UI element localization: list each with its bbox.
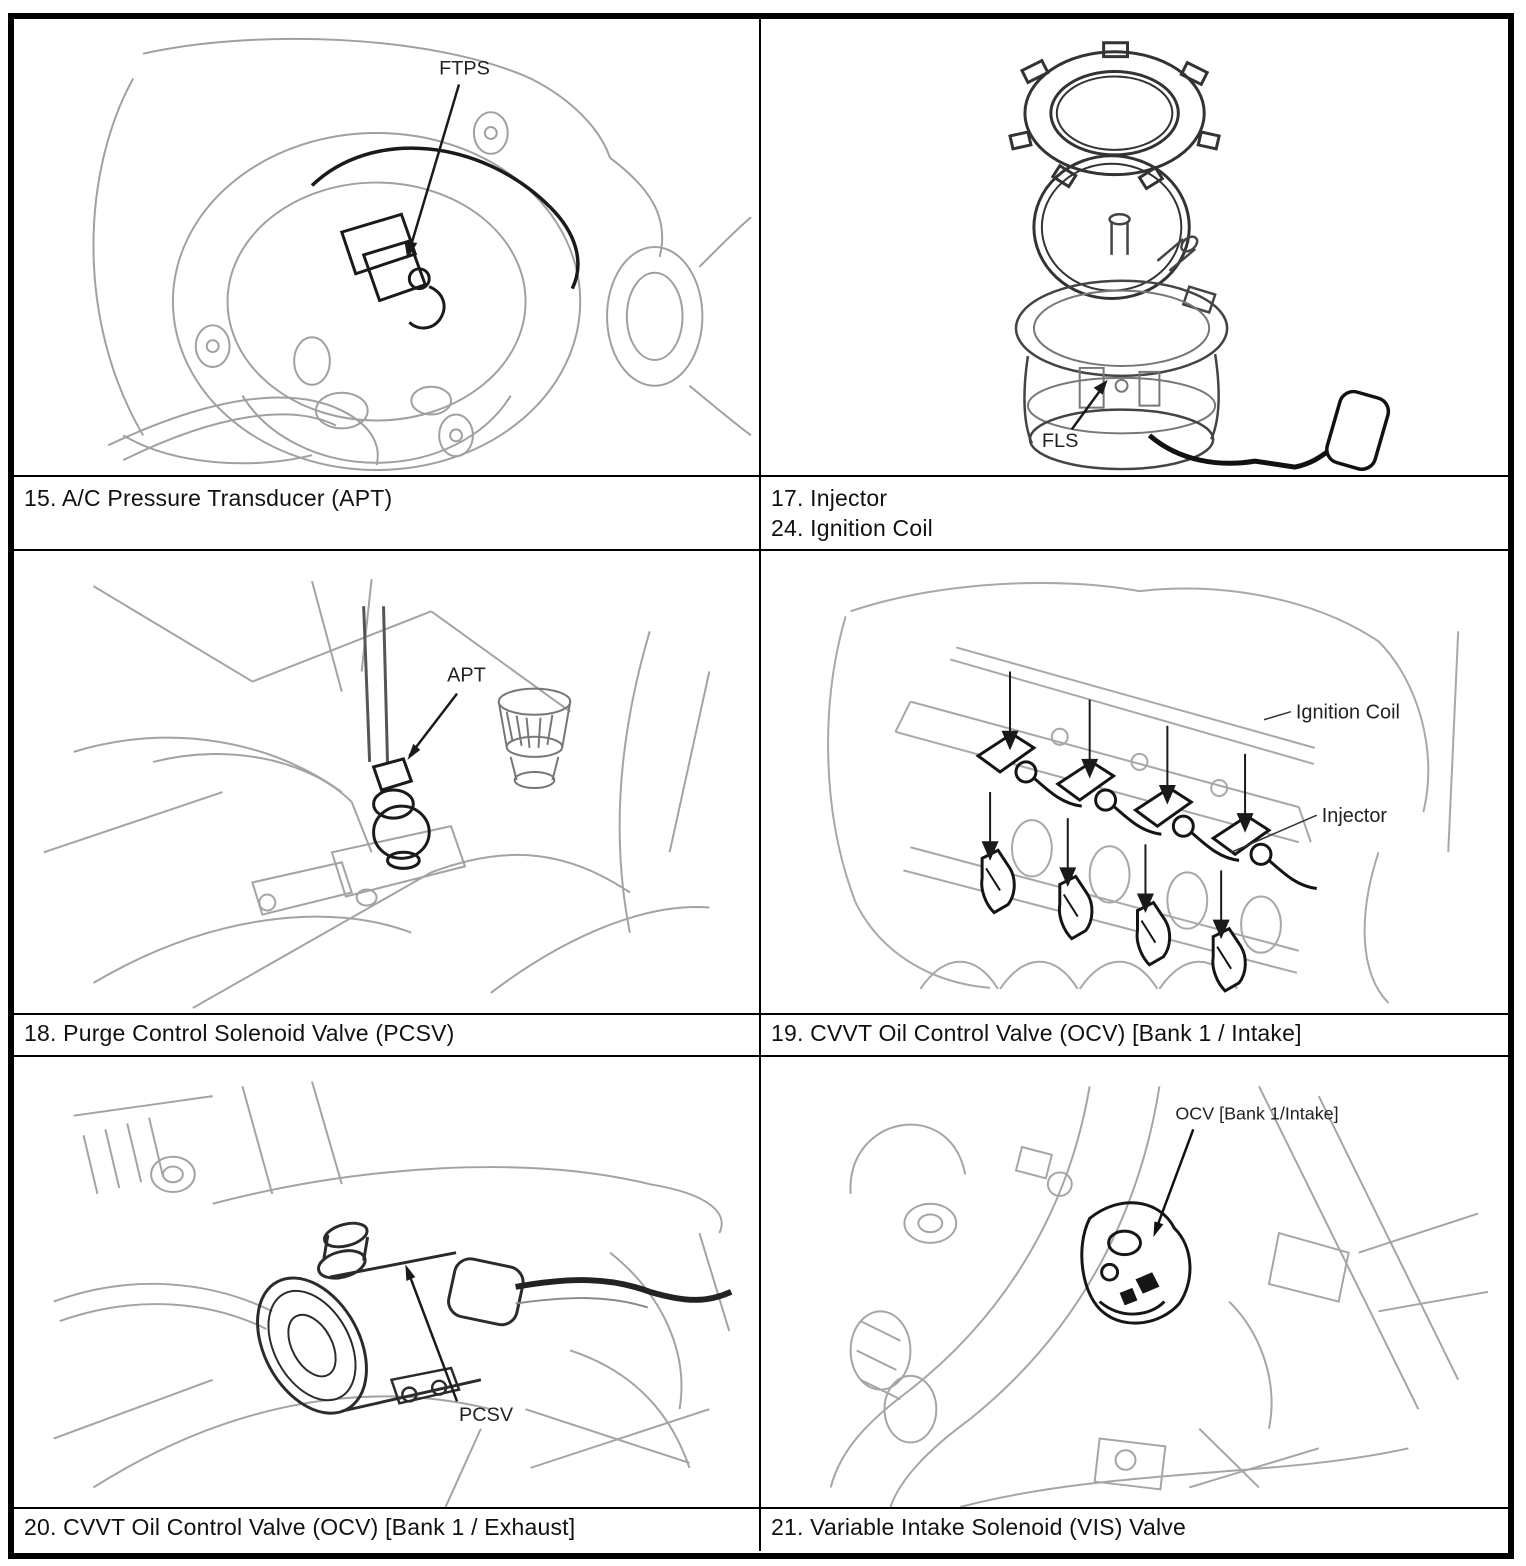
fuel-tank-pressure-sensor-figure bbox=[14, 19, 759, 475]
caption-cell-19 bbox=[761, 1015, 1508, 1057]
caption-19: 19. CVVT Oil Control Valve (OCV) [Bank 1 / Intake] bbox=[771, 1020, 1302, 1046]
caption-20: 20. CVVT Oil Control Valve (OCV) [Bank 1 / Exhaust] bbox=[24, 1514, 576, 1540]
ocv-callout-label: OCV [Bank 1/Intake] bbox=[1175, 1103, 1339, 1124]
caption-21: 21. Variable Intake Solenoid (VIS) Valve bbox=[771, 1514, 1186, 1540]
fls-callout bbox=[1042, 380, 1108, 452]
apt-rod-lines bbox=[364, 606, 388, 762]
apt-sensor-drawing bbox=[374, 759, 430, 868]
engine-top-figure bbox=[761, 551, 1508, 1013]
component-location-table bbox=[8, 13, 1514, 1559]
caption-18: 18. Purge Control Solenoid Valve (PCSV) bbox=[24, 1020, 455, 1046]
figure-cell-engine bbox=[761, 551, 1508, 1015]
apt-callout-label: APT bbox=[447, 664, 486, 687]
ftps-sensor-drawing bbox=[312, 148, 578, 328]
caption-cell-17-24 bbox=[761, 477, 1508, 551]
figure-cell-apt bbox=[14, 551, 761, 1015]
caption-cell-15 bbox=[14, 477, 761, 551]
lock-ring-drawing bbox=[1010, 43, 1219, 189]
pcsv-callout bbox=[405, 1264, 514, 1425]
figure-cell-ftps bbox=[14, 19, 761, 477]
fls-callout-label: FLS bbox=[1041, 430, 1079, 453]
figure-cell-ocv bbox=[761, 1057, 1508, 1509]
caption-cell-20 bbox=[14, 1509, 761, 1551]
apt-callout bbox=[407, 664, 485, 759]
pcsv-valve-drawing bbox=[235, 1219, 526, 1431]
pcsv-hose-drawing bbox=[516, 1280, 732, 1307]
ocv-valve-drawing bbox=[1082, 1203, 1190, 1323]
figure-cell-pcsv bbox=[14, 1057, 761, 1509]
figure-cell-fls bbox=[761, 19, 1508, 477]
ocv-callout bbox=[1153, 1104, 1338, 1237]
caption-15: 15. A/C Pressure Transducer (APT) bbox=[24, 485, 393, 511]
ignition-coil-callout-label: Ignition Coil bbox=[1295, 701, 1400, 724]
caption-24: 24. Ignition Coil bbox=[771, 515, 933, 541]
apt-background-lines bbox=[44, 579, 710, 1008]
pcsv-callout-label: PCSV bbox=[459, 1404, 514, 1426]
fuel-pump-module-figure bbox=[761, 19, 1508, 475]
ocv-figure bbox=[761, 1057, 1508, 1507]
caption-cell-21 bbox=[761, 1509, 1508, 1551]
ftps-callout-label: FTPS bbox=[439, 57, 490, 80]
injector-callout-label: Injector bbox=[1321, 805, 1388, 828]
ftps-callout bbox=[404, 58, 490, 259]
caption-17: 17. Injector bbox=[771, 485, 888, 511]
apt-figure bbox=[14, 551, 759, 1013]
pcsv-figure bbox=[14, 1057, 759, 1507]
ocv-background-lines bbox=[831, 1086, 1488, 1507]
ignition-coils-drawing bbox=[978, 734, 1317, 889]
pcsv-background-lines bbox=[54, 1081, 729, 1507]
ftps-background-lines bbox=[93, 39, 751, 470]
caption-cell-18 bbox=[14, 1015, 761, 1057]
